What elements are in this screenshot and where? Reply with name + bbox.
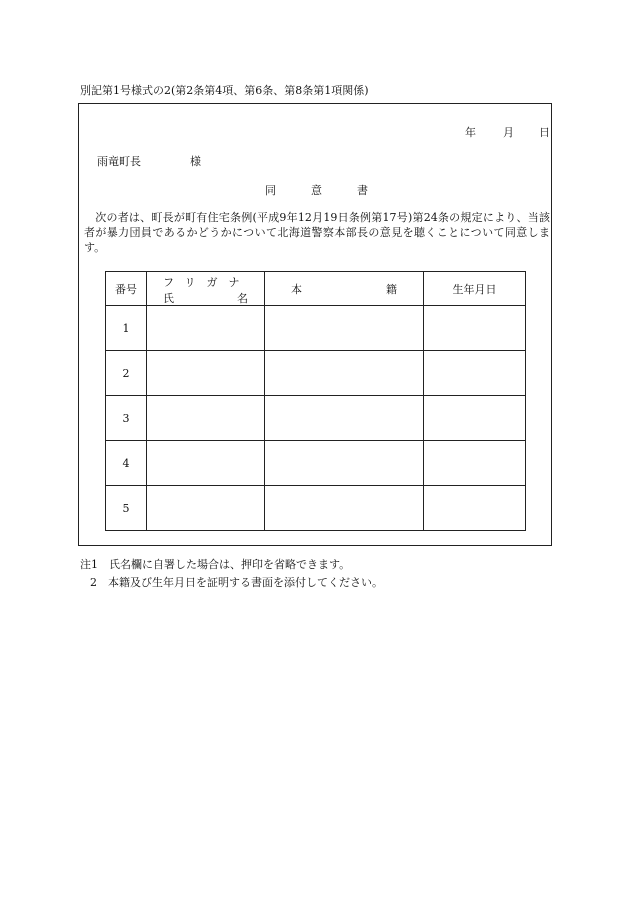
table-row <box>106 396 526 441</box>
title-char-2: 意 <box>311 184 322 197</box>
name-cell[interactable] <box>147 486 265 531</box>
birthdate-cell[interactable] <box>424 441 526 486</box>
header-name <box>147 272 265 306</box>
note-1: 注1 氏名欄に自署した場合は、押印を省略できます。 <box>80 558 351 571</box>
header-honseki-2: 籍 <box>386 283 397 296</box>
consent-form-frame <box>78 103 552 546</box>
row-number: 2 <box>106 351 147 396</box>
date-day: 日 <box>539 126 550 139</box>
date-year: 年 <box>465 126 476 139</box>
table-header-row <box>106 272 526 306</box>
name-cell[interactable] <box>147 396 265 441</box>
table-row <box>106 351 526 396</box>
addressee-name: 雨竜町長 <box>97 155 141 168</box>
honseki-cell[interactable] <box>265 486 424 531</box>
addressee <box>97 153 201 169</box>
row-number: 1 <box>106 306 147 351</box>
notes <box>80 556 383 592</box>
header-birthdate: 生年月日 <box>424 272 526 306</box>
note-2: 2 本籍及び生年月日を証明する書面を添付してください。 <box>90 576 383 589</box>
honseki-cell[interactable] <box>265 306 424 351</box>
addressee-honorific: 様 <box>190 155 201 168</box>
table-row <box>106 486 526 531</box>
birthdate-cell[interactable] <box>424 486 526 531</box>
header-honseki <box>265 272 424 306</box>
honseki-cell[interactable] <box>265 351 424 396</box>
honseki-cell[interactable] <box>265 441 424 486</box>
header-number: 番号 <box>106 272 147 306</box>
row-number: 3 <box>106 396 147 441</box>
name-cell[interactable] <box>147 351 265 396</box>
name-cell[interactable] <box>147 441 265 486</box>
name-cell[interactable] <box>147 306 265 351</box>
persons-table <box>105 271 526 531</box>
form-label: 別記第1号様式の2(第2条第4項、第6条、第8条第1項関係) <box>80 84 369 97</box>
header-name-given: 名 <box>237 292 248 305</box>
birthdate-cell[interactable] <box>424 306 526 351</box>
birthdate-cell[interactable] <box>424 396 526 441</box>
header-honseki-1: 本 <box>291 283 302 296</box>
title-char-1: 同 <box>265 184 276 197</box>
consent-statement-text: 次の者は、町長が町有住宅条例(平成9年12月19日条例第17号)第24条の規定により、当該者が暴力団員であるかどうかについて北海道警察本部長の意見を聴くことについて同意します。 <box>84 211 550 254</box>
header-furigana: フリガナ <box>163 276 251 289</box>
title-char-3: 書 <box>357 184 368 197</box>
date-month: 月 <box>503 126 514 139</box>
row-number: 4 <box>106 441 147 486</box>
birthdate-cell[interactable] <box>424 351 526 396</box>
row-number: 5 <box>106 486 147 531</box>
consent-statement <box>84 210 550 255</box>
honseki-cell[interactable] <box>265 396 424 441</box>
header-name-surname: 氏 <box>163 292 174 305</box>
table-row <box>106 441 526 486</box>
table-row <box>106 306 526 351</box>
